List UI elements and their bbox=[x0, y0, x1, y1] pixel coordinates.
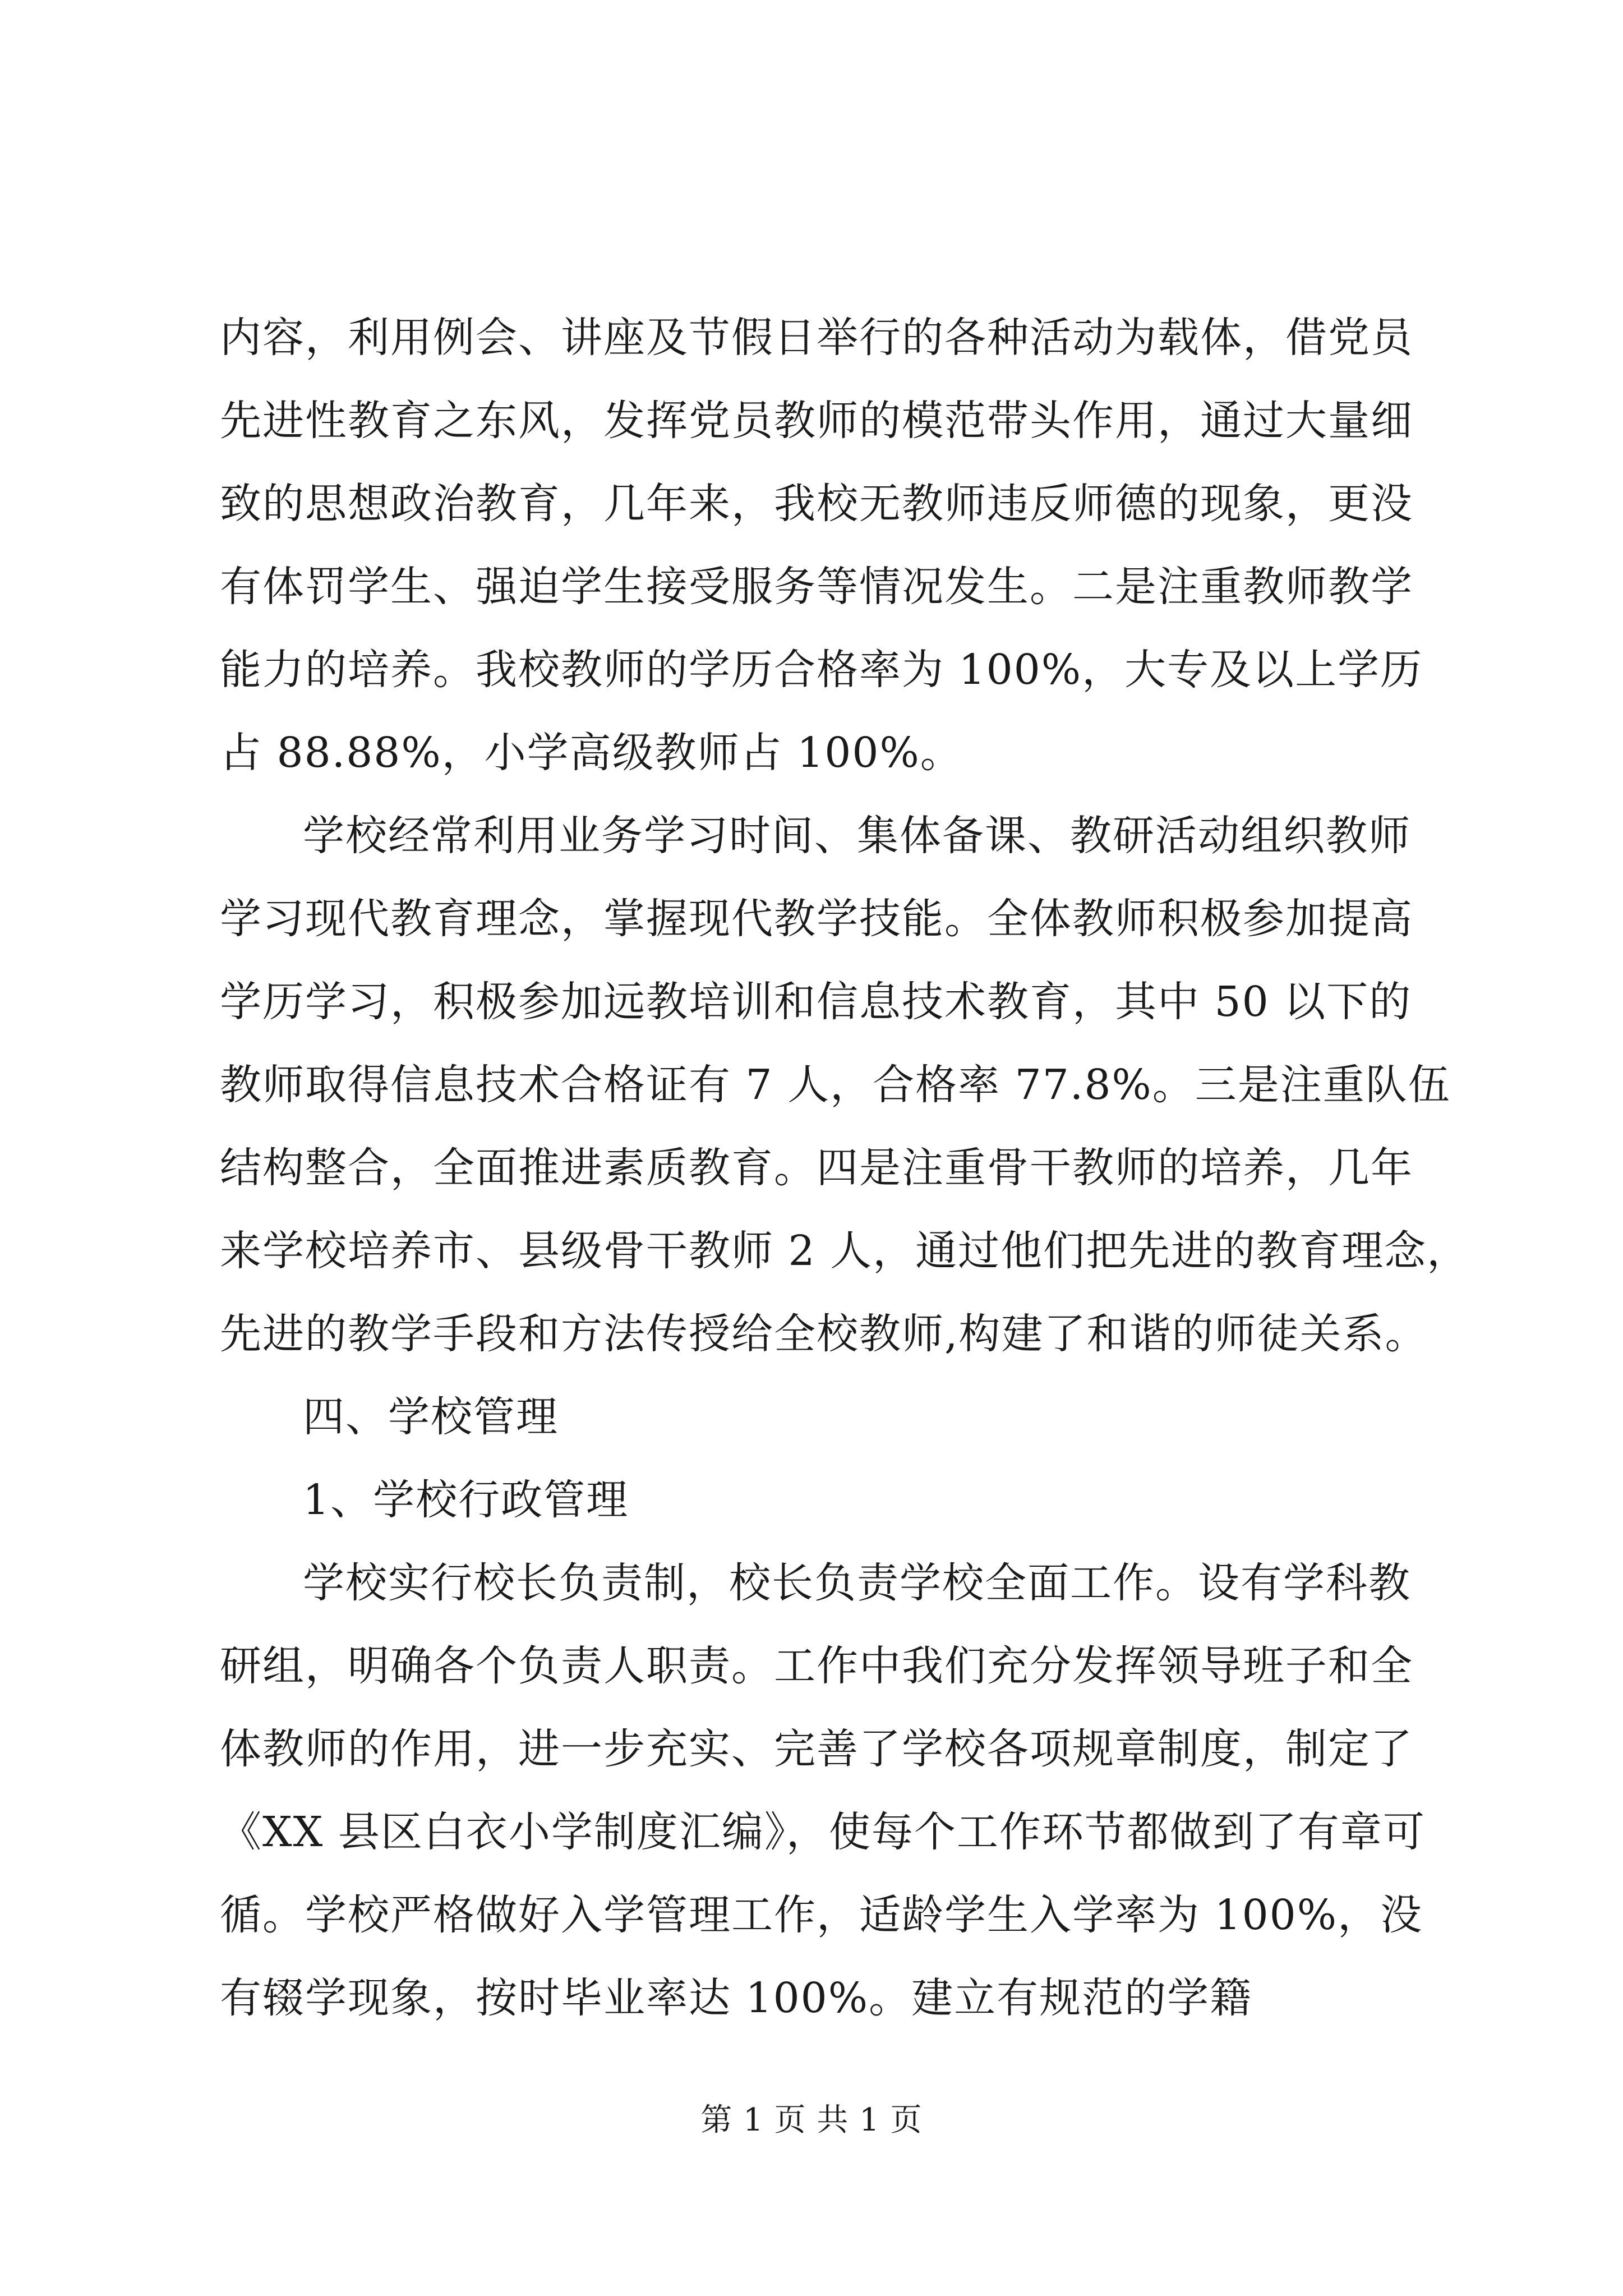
text-line: 占 88.88%，小学高级教师占 100%。 bbox=[220, 729, 963, 777]
text-line: 学历学习，积极参加远教培训和信息技术教育，其中 50 以下的 bbox=[220, 978, 1412, 1026]
text-line: 《XX 县区白衣小学制度汇编》，使每个工作环节都做到了有章可 bbox=[220, 1808, 1426, 1856]
paragraph-first-line: 学校实行校长负责制，校长负责学校全面工作。设有学科教 bbox=[303, 1559, 1411, 1607]
document-body bbox=[220, 296, 1470, 2040]
text-line: 体教师的作用，进一步充实、完善了学校各项规章制度，制定了 bbox=[220, 1725, 1413, 1773]
text-line: 教师取得信息技术合格证有 7 人，合格率 77.8%。三是注重队伍 bbox=[220, 1061, 1451, 1109]
text-line: 结构整合，全面推进素质教育。四是注重骨干教师的培养，几年 bbox=[220, 1144, 1413, 1192]
text-line: 来学校培养市、县级骨干教师 2 人，通过他们把先进的教育理念， bbox=[220, 1227, 1470, 1275]
subsection-heading: 1、学校行政管理 bbox=[303, 1476, 629, 1524]
text-line: 能力的培养。我校教师的学历合格率为 100%，大专及以上学历 bbox=[220, 646, 1423, 694]
text-line: 有体罚学生、强迫学生接受服务等情况发生。二是注重教师教学 bbox=[220, 563, 1413, 611]
text-line: 致的思想政治教育，几年来，我校无教师违反师德的现象，更没 bbox=[220, 480, 1413, 528]
text-line: 有辍学现象，按时毕业率达 100%。建立有规范的学籍 bbox=[220, 1974, 1253, 2022]
text-line: 内容，利用例会、讲座及节假日举行的各种活动为载体，借党员 bbox=[220, 314, 1413, 362]
text-line: 循。学校严格做好入学管理工作，适龄学生入学率为 100%，没 bbox=[220, 1891, 1423, 1939]
text-line: 先进性教育之东风，发挥党员教师的模范带头作用，通过大量细 bbox=[220, 397, 1413, 445]
text-line: 学习现代教育理念，掌握现代教学技能。全体教师积极参加提高 bbox=[220, 895, 1413, 943]
section-heading: 四、学校管理 bbox=[303, 1393, 559, 1441]
page-footer: 第 1 页 共 1 页 bbox=[700, 2102, 923, 2138]
text-line: 先进的教学手段和方法传授给全校教师,构建了和谐的师徒关系。 bbox=[220, 1310, 1428, 1358]
paragraph-first-line: 学校经常利用业务学习时间、集体备课、教研活动组织教师 bbox=[303, 812, 1411, 860]
text-line: 研组，明确各个负责人职责。工作中我们充分发挥领导班子和全 bbox=[220, 1642, 1413, 1690]
